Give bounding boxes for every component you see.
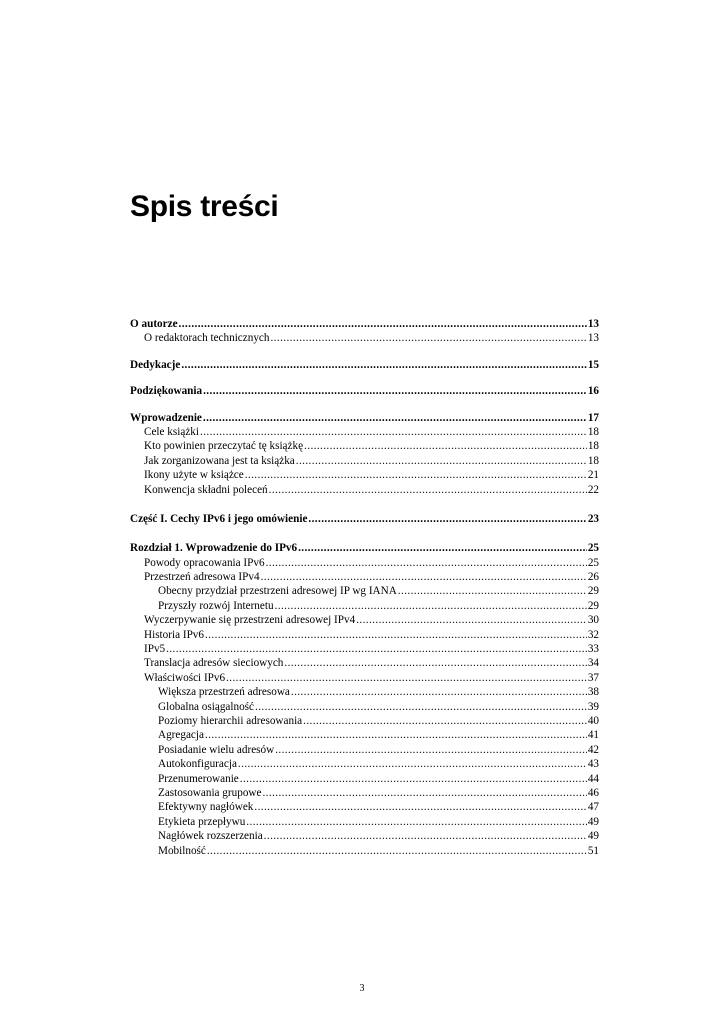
page-number: 3 [359,983,365,994]
toc-entry [130,425,599,439]
toc-entry-title: Przenumerowanie [158,772,239,785]
toc-entry [130,599,599,613]
toc-entry [130,815,599,829]
toc-entry [130,317,599,331]
toc-leader-dots [245,468,587,482]
toc-entry-page: 16 [587,385,599,398]
toc-entry [130,844,599,858]
toc-entry-page: 49 [587,815,599,828]
table-of-contents [130,317,599,858]
toc-entry [130,671,599,685]
toc-entry-page: 29 [587,585,599,598]
toc-leader-dots [238,757,587,771]
toc-leader-dots [304,439,587,453]
toc-entry-title: Autokonfiguracja [158,758,237,771]
toc-entry-title: O redaktorach technicznych [144,332,270,345]
toc-entry-title: Konwencja składni poleceń [144,483,268,496]
toc-entry-page: 13 [587,318,599,330]
toc-entry-title: Podziękowania [130,385,203,398]
toc-entry [130,584,599,598]
toc-entry-page: 29 [587,599,599,612]
toc-entry-title: IPv5 [144,643,166,656]
toc-entry-page: 44 [587,772,599,785]
toc-entry [130,613,599,627]
toc-entry-page: 26 [587,571,599,584]
toc-entry-title: Wyczerpywanie się przestrzeni adresowej IPv4 [144,614,356,627]
toc-leader-dots [166,642,587,656]
toc-leader-dots [275,743,587,757]
toc-entry [130,331,599,345]
toc-leader-dots [262,786,586,800]
toc-leader-dots [284,656,586,670]
toc-entry-title: Przyszły rozwój Internetu [158,599,274,612]
toc-entry-page: 18 [587,425,599,438]
toc-entry [130,685,599,699]
toc-entry-page: 42 [587,743,599,756]
toc-leader-dots [275,599,587,613]
toc-leader-dots [266,556,587,570]
toc-entry-page: 49 [587,830,599,843]
toc-entry-title: Zastosowania grupowe [158,786,262,799]
toc-entry-page: 47 [587,801,599,814]
toc-entry-page: 13 [587,332,599,345]
toc-entry [130,468,599,482]
toc-leader-dots [261,570,587,584]
toc-entry-page: 15 [587,358,599,371]
toc-leader-dots [255,700,587,714]
toc-entry-title: Efektywny nagłówek [158,801,254,814]
toc-entry-page: 40 [587,714,599,727]
toc-entry-page: 25 [587,542,599,555]
toc-leader-dots [296,454,587,468]
toc-entry-page: 23 [587,512,599,525]
toc-entry-title: Właściwości IPv6 [144,671,226,684]
toc-leader-dots [226,671,587,685]
toc-entry-title: Cele książki [144,425,199,438]
toc-leader-dots [203,384,587,398]
toc-entry-title: Kto powinien przeczytać tę książkę [144,440,304,453]
toc-entry [130,628,599,642]
toc-entry [130,512,599,526]
toc-entry-page: 43 [587,758,599,771]
toc-entry [130,786,599,800]
toc-leader-dots [298,541,587,555]
toc-entry [130,454,599,468]
toc-entry [130,439,599,453]
toc-entry-title: Etykieta przepływu [158,815,246,828]
toc-entry [130,570,599,584]
toc-entry-page: 30 [587,614,599,627]
toc-entry-title: Wprowadzenie [130,411,202,424]
page-title: Spis treści [130,190,279,223]
toc-entry-page: 25 [587,556,599,569]
toc-entry [130,411,599,425]
toc-entry-title: Część I. Cechy IPv6 i jego omówienie [130,512,308,525]
toc-entry-page: 51 [587,844,599,857]
toc-entry [130,800,599,814]
toc-entry-title: O autorze [130,318,178,330]
toc-entry [130,772,599,786]
toc-entry [130,714,599,728]
toc-entry-page: 18 [587,440,599,453]
toc-entry-title: Posiadanie wielu adresów [158,743,275,756]
toc-entry-title: Globalna osiągalność [158,700,255,713]
toc-entry [130,743,599,757]
toc-leader-dots [179,317,587,331]
toc-leader-dots [270,331,586,345]
toc-entry-title: Dedykacje [130,358,181,371]
toc-entry-title: Mobilność [158,844,206,857]
toc-entry-page: 39 [587,700,599,713]
toc-leader-dots [181,358,586,372]
toc-entry-page: 17 [587,411,599,424]
toc-leader-dots [254,800,586,814]
toc-leader-dots [356,613,587,627]
toc-entry-title: Ikony użyte w książce [144,469,244,482]
toc-leader-dots [303,714,587,728]
toc-entry [130,700,599,714]
toc-entry-page: 38 [587,686,599,699]
toc-entry [130,642,599,656]
toc-leader-dots [246,815,587,829]
toc-entry-title: Jak zorganizowana jest ta książka [144,454,295,467]
toc-leader-dots [205,628,587,642]
toc-entry [130,728,599,742]
toc-leader-dots [205,728,587,742]
toc-entry-title: Większa przestrzeń adresowa [158,686,290,699]
toc-entry-page: 41 [587,729,599,742]
toc-leader-dots [398,584,587,598]
toc-entry-title: Translacja adresów sieciowych [144,657,284,670]
toc-leader-dots [240,772,587,786]
toc-entry [130,556,599,570]
toc-entry-title: Powody opracowania IPv6 [144,556,265,569]
toc-entry-title: Agregacja [158,729,204,742]
toc-entry [130,358,599,372]
toc-entry-page: 21 [587,469,599,482]
toc-entry-title: Obecny przydział przestrzeni adresowej IP wg IANA [158,585,397,598]
toc-entry [130,829,599,843]
toc-entry-title: Przestrzeń adresowa IPv4 [144,571,260,584]
toc-entry-page: 34 [587,657,599,670]
toc-entry [130,483,599,497]
toc-entry-title: Rozdział 1. Wprowadzenie do IPv6 [130,542,298,555]
toc-entry-title: Historia IPv6 [144,628,204,641]
toc-leader-dots [203,411,587,425]
toc-entry [130,541,599,555]
toc-entry-page: 37 [587,671,599,684]
toc-entry-page: 33 [587,643,599,656]
toc-entry-title: Nagłówek rozszerzenia [158,830,263,843]
toc-entry-title: Poziomy hierarchii adresowania [158,714,303,727]
toc-entry-page: 32 [587,628,599,641]
toc-entry-page: 22 [587,483,599,496]
toc-leader-dots [264,829,587,843]
toc-entry [130,384,599,398]
toc-entry [130,757,599,771]
toc-leader-dots [291,685,587,699]
toc-leader-dots [308,512,586,526]
toc-entry [130,656,599,670]
toc-entry-page: 18 [587,454,599,467]
toc-entry-page: 46 [587,786,599,799]
toc-leader-dots [200,425,587,439]
toc-leader-dots [269,483,587,497]
toc-leader-dots [207,844,587,858]
